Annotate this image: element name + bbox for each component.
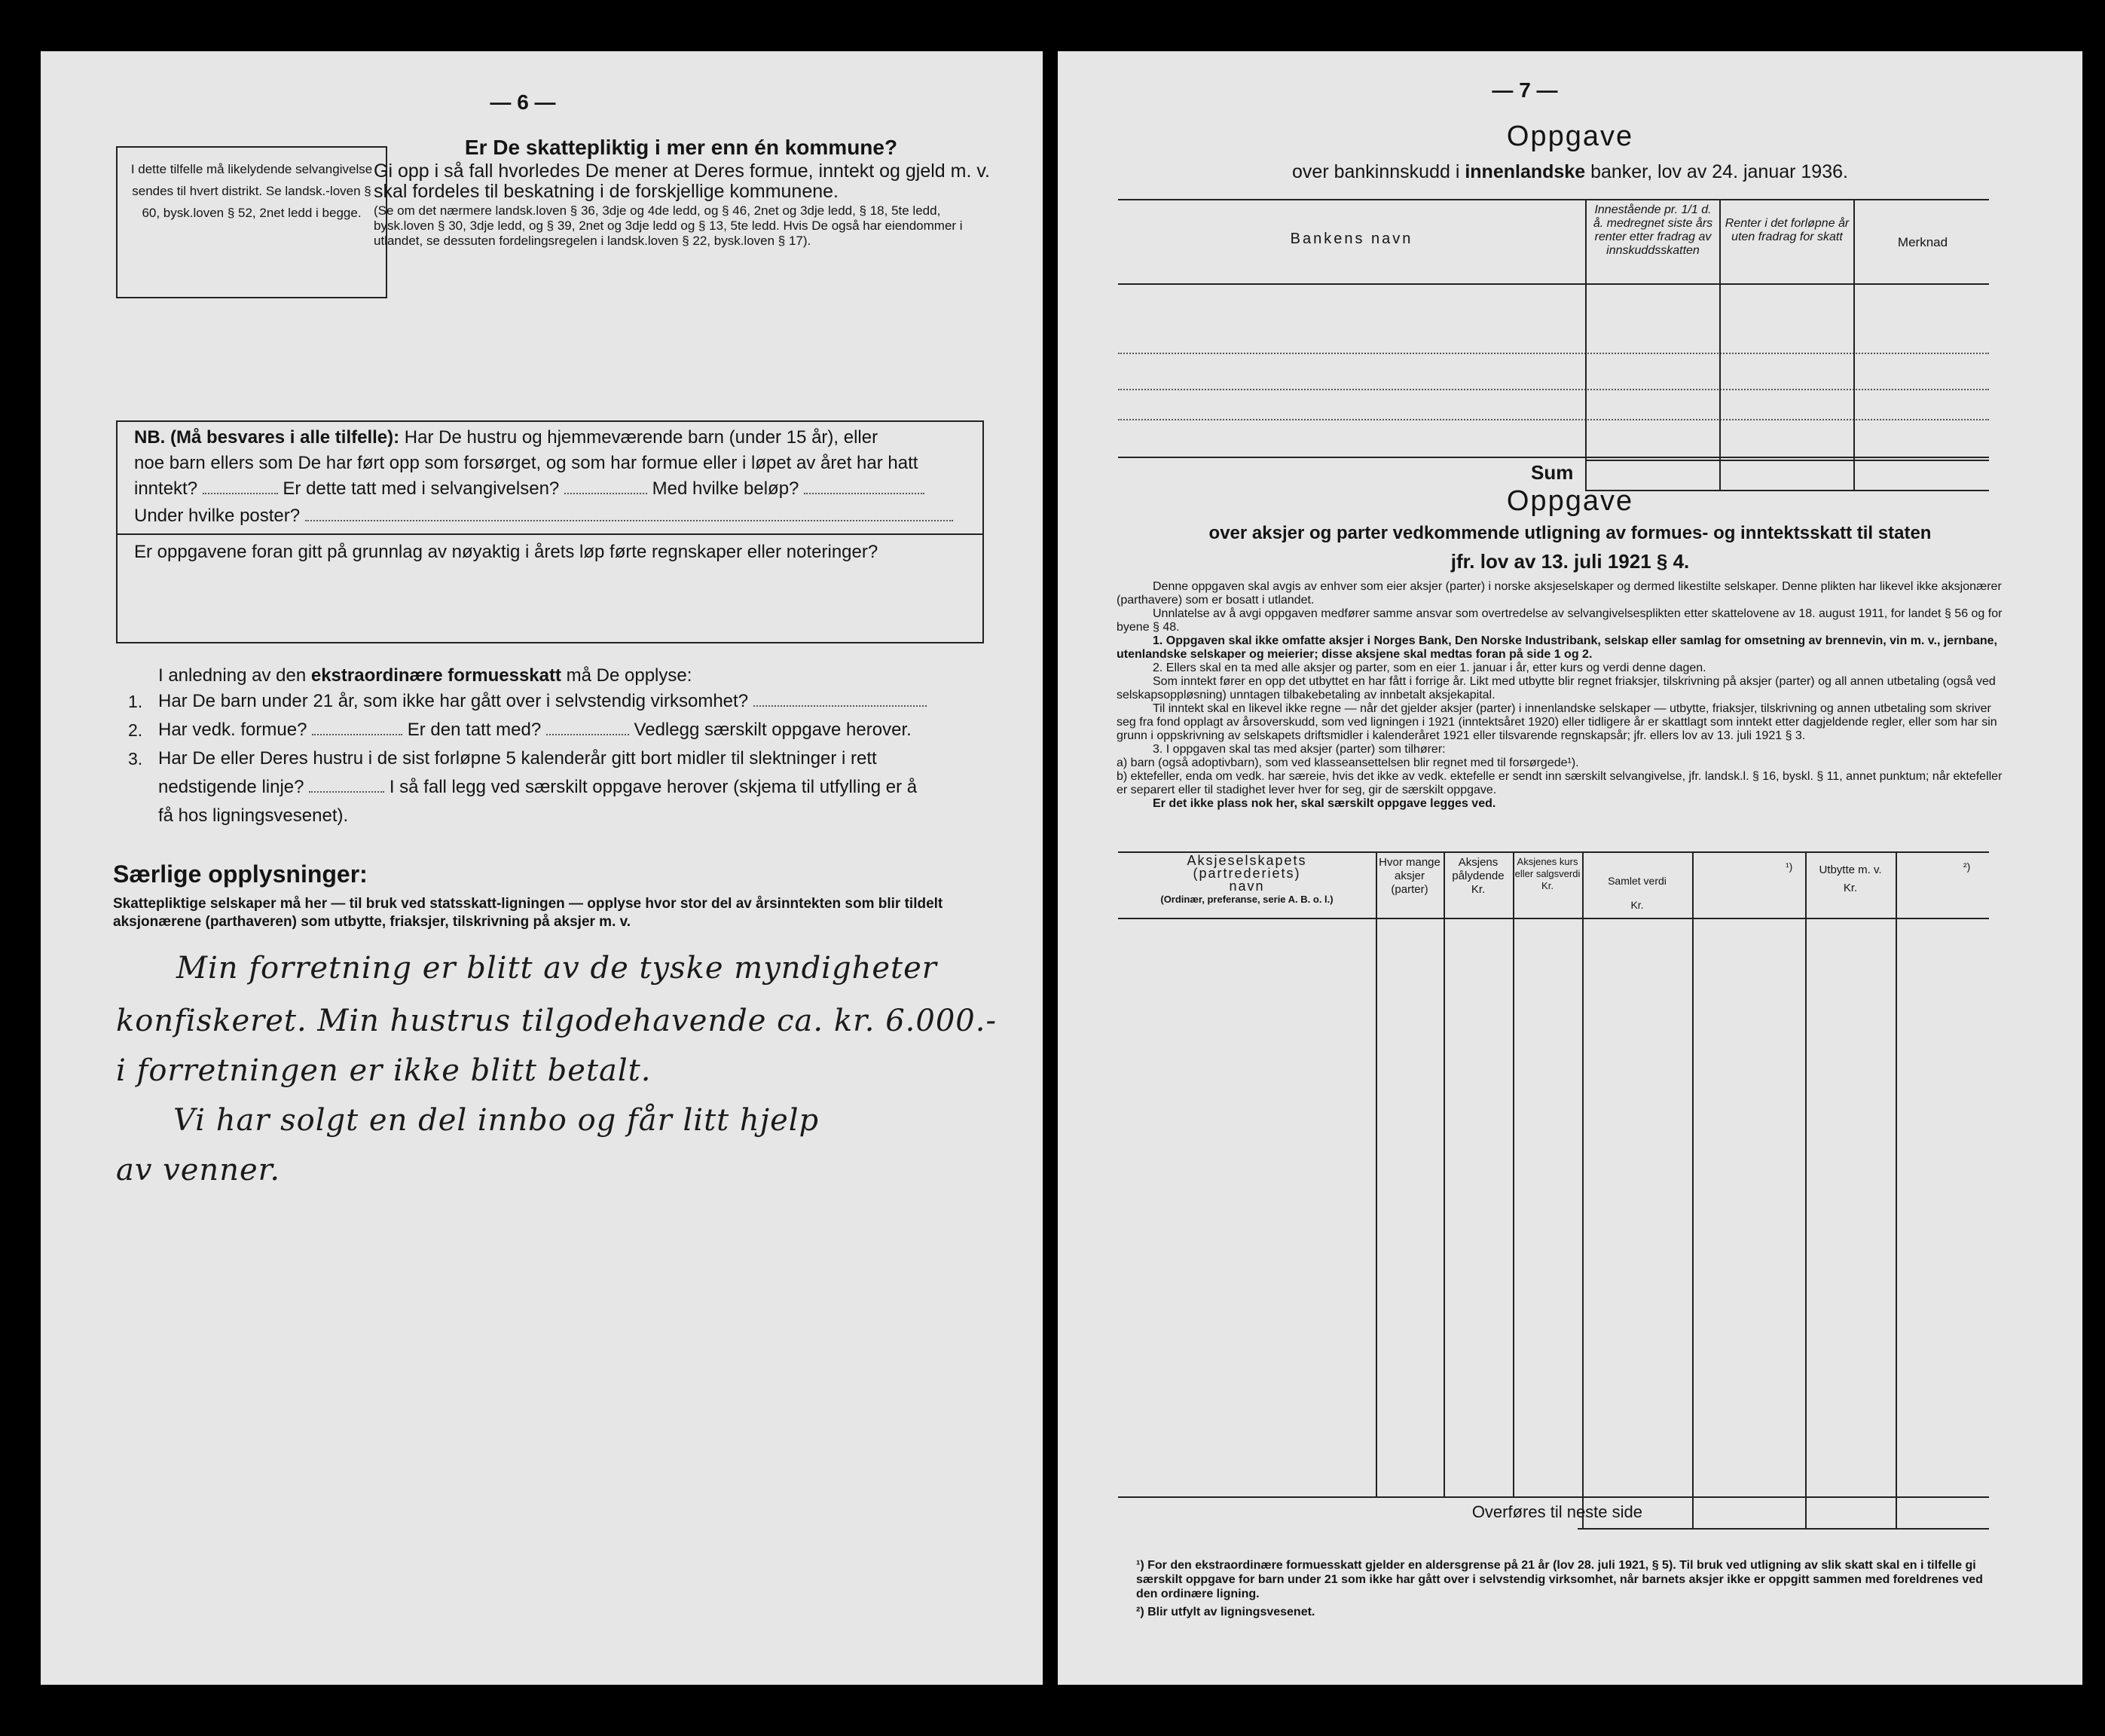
item1-text: Har De barn under 21 år, som ikke har gått over i selvstendig virksomhet? — [158, 691, 749, 711]
col-header-merknad: Merknad — [1897, 235, 1948, 249]
nb-divider — [118, 533, 982, 535]
table-border — [1585, 460, 1989, 461]
column-divider — [1513, 851, 1514, 1496]
nb-line2: noe barn ellers som De har ført opp som forsørget, og som har formue eller i løpet av året har hatt — [134, 453, 918, 473]
answer-line[interactable] — [546, 734, 629, 735]
answer-line[interactable] — [309, 791, 384, 793]
instr-paragraph: 1. Oppgaven skal ikke omfatte aksjer i Norges Bank, Den Norske Industribank, selskap eller samlag for omsetning av brennevin, vin m. v., jernbane, utenlandske selskaper og meierier; disse aksjene skal medtas foran på side 1 og 2. — [1117, 634, 1997, 661]
table-border — [1118, 457, 1989, 458]
item3-line2 — [158, 775, 987, 800]
table-border — [1118, 199, 1989, 200]
instr-paragraph: 2. Ellers skal en ta med alle aksjer og parter, som en eier 1. januar i år, etter kurs og verdi denne dagen. — [1153, 662, 1706, 674]
header-line: Kr. — [1843, 882, 1858, 894]
header-line: (Ordinær, preferanse, serie A. B. o. l.) — [1160, 894, 1334, 905]
table-border — [1118, 283, 1989, 285]
column-divider — [1896, 851, 1897, 1528]
handwriting-line: av venner. — [116, 1153, 281, 1187]
oppgave2-subtitle2: jfr. lov av 13. juli 1921 § 4. — [1450, 550, 1690, 573]
column-divider — [1444, 851, 1445, 1496]
col-header-bankens-navn: Bankens navn — [1290, 231, 1413, 247]
nb-q2: Er dette tatt med i selvangivelsen? — [283, 478, 560, 499]
item2-b: Er den tatt med? — [407, 720, 542, 740]
item2-a: Har vedk. formue? — [158, 720, 307, 740]
oppgave1-sub-post: banker, lov av 24. januar 1936. — [1590, 161, 1848, 182]
column-divider — [1582, 851, 1584, 1528]
instr-paragraph: a) barn (også adoptivbarn), som ved klasseansettelsen blir regnet med til forsørgede¹). — [1117, 756, 1579, 769]
share-col-nominal-header: Aksjens pålydende Kr. — [1452, 856, 1505, 896]
instr-paragraph: b) ektefeller, enda om vedk. har særeie, hvis det ikke av vedk. ektefelle er sendt inn særskilt selvangivelse, jfr. landsk.l. § 16, byskl. § 11, annet punktum; når ektefeller er separert eller til stadighet lever hver for seg, gir de særskilt oppgave. — [1117, 770, 2003, 796]
nb-q5: Er oppgavene foran gitt på grunnlag av nøyaktig i årets løp førte regnskaper eller noteringer? — [134, 542, 878, 562]
instr-paragraph: Som inntekt fører en opp det utbyttet en har fått i forrige år. Likt med utbytte blir regnet friaksjer, tilskrivning på aksjer (parter) og all annen utbetaling (også ved selskapsoppløsning) unntagen tilbakebetaling av innbetalt aksjekapital. — [1117, 675, 1996, 701]
row-line — [1118, 389, 1989, 390]
column-divider — [1719, 199, 1721, 490]
nb-line4 — [134, 503, 970, 529]
instructions — [1117, 580, 2003, 811]
header-line: Aksjeselskapets — [1187, 853, 1307, 868]
item2-num: 2. — [128, 720, 143, 740]
answer-line[interactable] — [753, 705, 927, 707]
nb-line1 — [134, 425, 970, 451]
nb-q4: Under hvilke poster? — [134, 506, 301, 526]
col-header-innestaaende: Innestående pr. 1/1 d. å. medregnet siste års renter etter fradrag av innskuddsskatten — [1593, 203, 1713, 257]
question-title: Er De skattepliktig i mer enn én kommune? — [464, 136, 898, 159]
col-header-renter: Renter i det forløpne år uten fradrag for skatt — [1725, 217, 1850, 243]
header-line: Utbytte m. v. — [1819, 863, 1882, 876]
question-note: (Se om det nærmere landsk.loven § 36, 3dje og 4de ledd, og § 46, 2net og 3dje ledd, § 18, 5te ledd, bysk.loven § 30, 3dje ledd, og § 39, 2net og 3dje ledd og § 13, 5te ledd. Hvis De også har eiendommer i utlandet, se dessuten fordelingsregelen i landsk.loven § 22, bysk.loven § 17). — [374, 203, 963, 248]
page-number: — 7 — — [1492, 78, 1558, 102]
sum-label: Sum — [1531, 461, 1574, 484]
footnote-2: ²) Blir utfylt av ligningsvesenet. — [1136, 1606, 1315, 1618]
row-line — [1118, 419, 1989, 420]
left-page — [41, 51, 1043, 1685]
oppgave1-title: Oppgave — [1506, 121, 1634, 152]
header-line: Kr. — [1630, 899, 1644, 911]
nb-q1: inntekt? — [134, 478, 198, 499]
footnote-ref-1: ¹) — [1786, 860, 1793, 873]
instr-paragraph: Unnlatelse av å avgi oppgaven medfører samme ansvar som overtredelse av selvangivelsesplikten etter skattelovene av 18. august 1911, for landet § 56 og for byene § 48. — [1117, 607, 2003, 634]
footnote-1: ¹) For den ekstraordinære formuesskatt gjelder en aldersgrense på 21 år (lov 28. juli 1921, § 5). Til bruk ved utligning av slik skatt skal en i tilfelle gi særskilt oppgave for barn under 21 som ikke har gått over i selvstendig virksomhet, når barnets aksjer ikke er oppgitt sammen med foreldrenes ved den ordinære ligning. — [1136, 1559, 1983, 1600]
handwriting-line: konfiskeret. Min hustrus tilgodehavende ca. kr. 6.000.- — [116, 1004, 997, 1038]
share-col-name-header — [1120, 854, 1374, 906]
oppgave1-sub-bold: innenlandske — [1465, 161, 1586, 182]
handwriting-line: i forretningen er ikke blitt betalt. — [116, 1053, 652, 1088]
oppgave1-sub-pre: over bankinnskudd i — [1292, 161, 1460, 182]
table-border — [1578, 1528, 1989, 1530]
sidebox-text: I dette tilfelle må likelydende selvangivelse sendes til hvert distrikt. Se landsk.-loven § 60, bysk.loven § 52, 2net ledd i begge. — [130, 162, 373, 220]
right-page — [1058, 51, 2082, 1685]
ekstra-intro-bold: ekstraordinære formuesskatt — [310, 665, 561, 686]
share-col-total-header — [1584, 874, 1691, 912]
instr-paragraph: Denne oppgaven skal avgis av enhver som eier aksjer (parter) i norske aksjeselskaper og dermed likestilte selskaper. Denne plikten har likevel ikke aksjonærer (parthavere) som er bosatt i utlandet. — [1117, 580, 2002, 607]
saerlige-title: Særlige opplysninger: — [113, 860, 368, 888]
answer-line[interactable] — [312, 734, 402, 735]
column-divider — [1585, 199, 1587, 490]
answer-line[interactable] — [305, 520, 953, 521]
item3-line3: få hos ligningsvesenet). — [158, 805, 349, 826]
item2-c: Vedlegg særskilt oppgave herover. — [634, 720, 912, 740]
header-line: Samlet verdi — [1608, 875, 1667, 887]
instr-paragraph: 3. I oppgaven skal tas med aksjer (parter) som tilhører: — [1153, 743, 1446, 756]
handwriting-line: Min forretning er blitt av de tyske myndigheter — [176, 951, 937, 986]
oppgave2-title: Oppgave — [1506, 485, 1634, 517]
item3-line2b: I så fall legg ved særskilt oppgave herover (skjema til utfylling er å — [389, 777, 918, 797]
item3-line1: Har De eller Deres hustru i de sist forløpne 5 kalenderår gitt bort midler til slektninger i rett — [158, 748, 877, 769]
question-body: Gi opp i så fall hvorledes De mener at Deres formue, inntekt og gjeld m. v. skal fordeles til beskatning i de forskjellige kommunene. — [374, 160, 990, 202]
answer-line[interactable] — [804, 493, 924, 494]
item1 — [158, 689, 987, 714]
sidebox — [116, 146, 387, 298]
column-divider — [1853, 199, 1855, 490]
table-border — [1118, 1496, 1989, 1498]
nb-label: NB. (Må besvares i alle tilfelle): — [134, 427, 400, 448]
ekstra-intro-pre: I anledning av den — [158, 665, 307, 686]
item1-num: 1. — [128, 692, 143, 711]
header-line: (partrederiets) — [1193, 866, 1301, 881]
ekstra-intro-post: må De opplyse: — [566, 665, 692, 686]
table-border — [1118, 918, 1989, 919]
share-col-price-header: Aksjenes kurs eller salgsverdi Kr. — [1514, 856, 1581, 891]
header-line: navn — [1229, 879, 1265, 894]
oppgave2-subtitle1: over aksjer og parter vedkommende utligning av formues- og inntektsskatt til staten — [1208, 523, 1932, 543]
column-divider — [1805, 851, 1807, 1528]
item3-num: 3. — [128, 749, 143, 769]
handwriting-line: Vi har solgt en del innbo og får litt hjelp — [173, 1103, 820, 1138]
answer-line[interactable] — [564, 493, 647, 494]
ekstra-intro — [158, 663, 987, 689]
instr-paragraph: Til inntekt skal en likevel ikke regne — når det gjelder aksjer (parter) i innenlandske selskaper — utbytte, friaksjer, tilskrivning og annen utbetaling som skriver seg fra fond opplagt av årsoverskudd, som ved ligningen i 1921 (inntektsåret 1920) eller tidligere år er skattlagt som inntekt etter dagjeldende regler, eller som har sin grunn i oppskrivning av selskapets driftsmidler i kalenderåret 1921 eller tilsvarende regnskapsår; jfr. ellers lov av 13. juli 1921 § 3. — [1117, 702, 1997, 742]
saerlige-text: Skattepliktige selskaper må her — til bruk ved statsskatt-ligningen — opplyse hvor stor del av årsinntekten som blir tildelt aksjonærene (parthaveren) som utbytte, friaksjer, tilskrivning på aksjer m. v. — [113, 896, 943, 930]
overfores-label: Overføres til neste side — [1471, 1502, 1642, 1521]
nb-line3 — [134, 476, 970, 502]
nb-q3: Med hvilke beløp? — [652, 478, 799, 499]
share-col-dividend-header — [1807, 863, 1894, 895]
oppgave1-subtitle — [1103, 161, 2037, 183]
item3-line2a: nedstigende linje? — [158, 777, 304, 797]
item2 — [158, 717, 987, 743]
footnote-ref-2: ²) — [1963, 860, 1971, 873]
row-line — [1118, 353, 1989, 354]
share-col-count-header: Hvor mange aksjer (parter) — [1379, 856, 1441, 896]
column-divider — [1692, 851, 1694, 1528]
nb-text1: Har De hustru og hjemmeværende barn (under 15 år), eller — [404, 427, 878, 448]
instr-paragraph: Er det ikke plass nok her, skal særskilt oppgave legges ved. — [1153, 797, 1496, 810]
page-number: — 6 — — [490, 90, 556, 114]
answer-line[interactable] — [203, 493, 278, 494]
column-divider — [1376, 851, 1377, 1496]
